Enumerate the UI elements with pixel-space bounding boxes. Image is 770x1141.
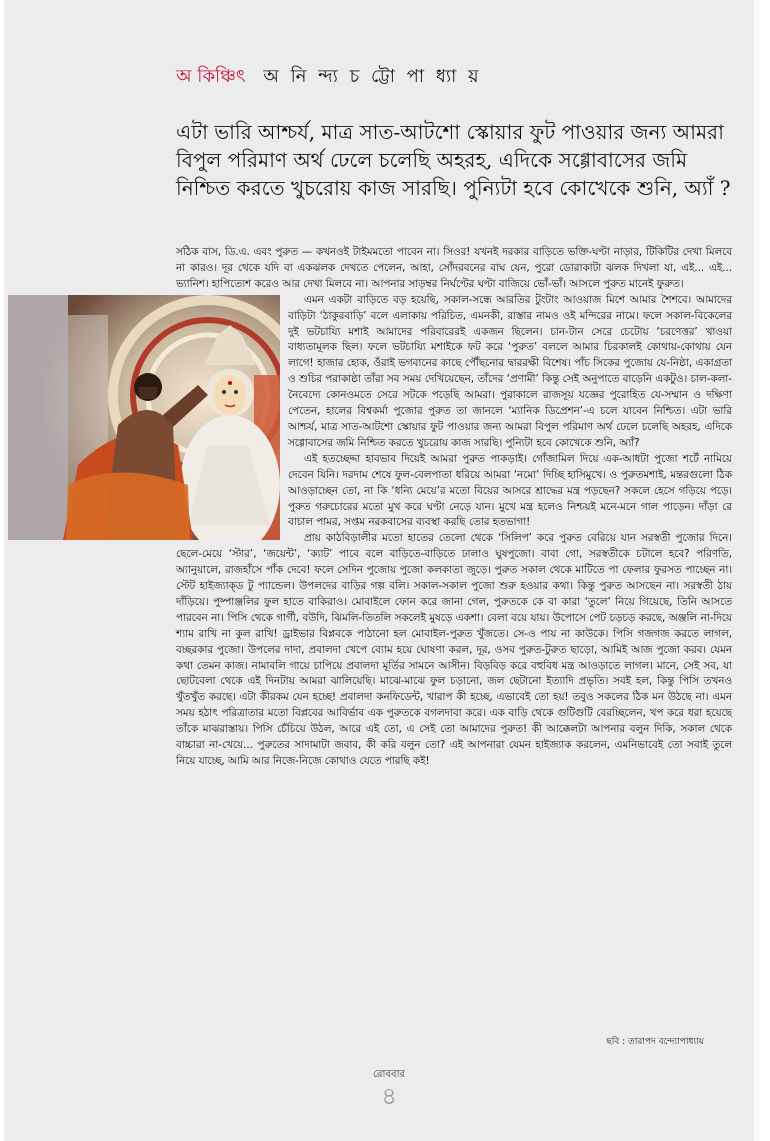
page-number: ৪	[381, 1082, 397, 1110]
section-title: অ কিঞ্চিৎ	[176, 66, 246, 87]
magazine-name: রোববার	[373, 1069, 405, 1080]
paragraph-2	[176, 293, 732, 452]
photo-credit: ছবি : তারাপদ বন্দ্যোপাধ্যায়	[606, 1037, 704, 1047]
durga-puja-photo-illustration	[8, 295, 280, 540]
paragraph-1: সঠিক বাস, ডি.এ. এবং পুরুত — কখনওই টাইমমতো পাবেন না। সিওর! যখনই দরকার বাড়িতে ভক্তি-ঘণ্টা নাড়ার, টিকিটির দেখা মিলবে না কারও। দূর থেকে যদি বা একঝলক দেখতে পেলেন, আহা, সোঁদরবনের বাঘ যেন, পুরো ডোরাকাটা ঝলক দিখলা যা, এই... এই... ভ্যানিশ। হাপিত্যেশ করেও আর দেখা মিলবে না। আপনার সাড়ম্বর নির্ঘণ্টের ঘণ্টা বাজিয়ে ভোঁ-ভাঁ। আসলে পুরুত মানেই ফুরুত।	[176, 246, 732, 290]
paragraph-2-text: এমন একটা বাড়িতে বড় হয়েছি, সকাল-সন্ধে আরতির টুংটাং আওয়াজ মিশে আমার শৈশবে। আমাদের বাড়িটা ‘ঠাকুরবাড়ি’ বলে এলাকায় পরিচিত, এমনকী, রাস্তার নামও ওই মন্দিরের নামে। ফলে সকাল-বিকেলের দুই ভটচায্যি মশাই আমাদের পরিবারেরই একজন ছিলেন। চান-টান সেরে চেটোয় ‘চরণেত্তর’ খাওয়া বাধ্যতামূলক ছিল। ফলে ভটচায্যি মশাইকে ফট করে ‘পুরুত’ বললে আমার চিরকালই কোথায়-কোথায় যেন লাগে! হাজার হোক, ওঁরাই ভগবানের কাছে পৌঁছনোর দ্বাররক্ষী বিশেষ। পাঁচ সিকের পুজোয় যে-নিষ্ঠা, একাগ্রতা ও শুচির পরাকাষ্ঠা তাঁরা সব সময় দেখিয়েছেন, তাঁদের ‘প্রণামী’ কিন্তু সেই অনুপাতে বাড়েনি একটুও। চাল-কলা-নৈবেদ্যে কোনওমতে সেরে সটকে পড়েছি আমরা। পুরাকালে রাজসূয় যজ্ঞের পুরোহিত যে-সম্মান ও দক্ষিণা পেতেন, হালের বিশ্বকর্মা পুজোর পুরুত তা জানলে ‘ম্যানিক ডিপ্রেশন’-এ চলে যাবেন নিশ্চিত। এটা ভারি আশ্চর্য, মাত্র সাত-আটশো স্কোয়ার ফুট পাওয়ার জন্য আমরা বিপুল পরিমাণ অর্থ ঢেলে চলেছি অহরহ, এদিকে সগ্গোবাসের জমি নিশ্চিত করতে খুচরোয় কাজ সারছি। পুন্যিটা হবে কোখেকে শুনি, অ্যাঁ?	[288, 293, 732, 449]
paragraph-3: এই হতচ্ছেদ্দা হাবভাব দিয়েই আমরা পুরুত পাকড়াই। গোঁজামিল দিয়ে এক-আধটা পুজো শর্টে নামিয়ে দেবেন যিনি। দরদাম শেষে ফুল-বেলপাতা ধরিয়ে আমরা ‘নমো’ দিচ্ছি হাসিমুখে। ও পুরুতমশাই, মন্তরগুলো ঠিক আওড়াচ্ছেন তো, না কি ‘ধন্যি মেয়ে’র মতো বিয়ের আসরে শ্রাদ্ধের মন্ত্র পড়ছেন? সকলে হেসে গড়িয়ে পড়ে। পুরুত গরুচোরের মতো মুখ করে ঘণ্টা নেড়ে যান। মুখে মন্ত্র হলেও নিশ্চয়ই মনে-মনে গাল পাড়েন। দাঁড়া রে বাচাল পামর, সপ্তম নরকবাসের ব্যবস্থা করছি তোর হতভাগা!	[288, 452, 732, 529]
author-name: অ নি ন্দ্য চ ট্টো পা ধ্যা য়	[263, 66, 482, 87]
paragraph-4: প্রায় কাঠবিড়ালীর মতো হাতের তেলো থেকে ‘সিলিপ’ করে পুরুত বেরিয়ে যান সরস্বতী পুজোর দিনে। ছেলে-মেয়ে ‘স্টার’, ‘জয়েন্ট’, ‘ক্যাট’ পাবে বলে বাড়িতে-বাড়িতে ঢালাও ঘুষপুজো। বাবা গো, সরস্বতীকে চটালে হবে? পরিণতি, অ্যানুয়ালে, রাজহাঁসে পাঁক দেবে! ফলে সেদিন পুজোয় পুজো কলকাতা জুড়ে। পুরুত সকাল থেকে মাটিতে পা ফেলার ফুরসত পাচ্ছেন না। স্টেট হাইজ্যাক্ড টু প্যান্ডেল। উপলদের বাড়ির গল্প বলি। সকাল-সকাল পুজো শুরু হওয়ার কথা। কিন্তু পুরুত আসছেন না। সরস্বতী ঠায় দাঁড়িয়ে। পুষ্পাঞ্জলির ফুল হাতে বাকিরাও। মোবাইলে ফোন করে জানা গেল, পুরুতকে কে বা কারা ‘তুলে’ নিয়ে গিয়েছে, তিনি আসতে পারবেন না। পিসি থেকে গার্গী, বউদি, ঝিমলি-তিতলি সকলেই মুষড়ে একশা। বেলা বয়ে যায়। উপোসে পেট চড়চড় করছে, অঞ্জলি না-দিয়ে শ্যাম রাখি না কুল রাখি! ড্রাইভার বিপ্লবকে পাঠানো হল মোবাইল-পুরুত খুঁজতে। সে-ও পায় না কাউকে। পিসি গজগজ করতে লাগল, বচ্ছরকার পুজো। উপলের দাদা, প্রবালদা খেপে ব্যোম হয়ে ঘোষণা করল, দূর, ওসব পুরুত-টুরুত ছাড়ো, আমিই আজ পুজো করব। যেমন কথা তেমন কাজ। নামাবলি গায়ে চাপিয়ে প্রবালদা মূর্তির সামনে আসীন। বিড়বিড় করে বহুবিধ মন্ত্র আওড়াতে লাগল। মানে, সেই সব, যা ছোটবেলা থেকে এই দিনটায় আমরা ঝালিয়েছি। মাঝে-মাঝে ফুল চড়ানো, জল ছেটানো ইত্যাদি প্রভৃতি। সবই হল, কিন্তু পিসি তখনও খুঁতখুঁত করছে। এটা কীরকম যেন হচ্ছে! প্রবালদা কনফিডেন্ট, খারাপ কী হচ্ছে, এভাবেই তো হয়! তবুও সকলের ঠিক মন উঠছে না। এমন সময় হঠাৎ পরিত্রাতার মতো বিপ্লবের আবির্ভাব এক পুরুতকে বগলদাবা করে। এক বাড়ি থেকে গুটিগুটি বেরচ্ছিলেন, খপ করে ধরা হয়েছে তাঁকে মাঝরাস্তায়। পিসি চেঁচিয়ে উঠল, আরে এই তো, এ সেই তো আমাদের পুরুত! কী আক্কেলটা আপনার বলুন দিকি, সকাল থেকে বাচ্চারা না-খেয়ে... পুরুতের সাদামাটা জবাব, কী করি বলুন তো? এই আপনারা যেমন হাইজ্যাক করলেন, এমনিভাবেই তো সবাই তুলে নিয়ে যাচ্ছে, আমি আর নিজে-নিজে কোথাও যেতে পারছি কই!	[176, 532, 732, 767]
article-body	[176, 245, 732, 770]
article-photo	[8, 295, 280, 540]
magazine-page	[4, 0, 760, 1141]
page-edge	[754, 0, 760, 1141]
headline: এটা ভারি আশ্চর্য, মাত্র সাত-আটশো স্কোয়ার ফুট পাওয়ার জন্য আমরা বিপুল পরিমাণ অর্থ ঢেলে চলেছি অহরহ, এদিকে সগ্গোবাসের জমি নিশ্চিত করতে খুচরোয় কাজ সারছি। পুন্যিটা হবে কোখেকে শুনি, অ্যাঁ ?	[176, 120, 731, 200]
column-header	[176, 62, 482, 93]
